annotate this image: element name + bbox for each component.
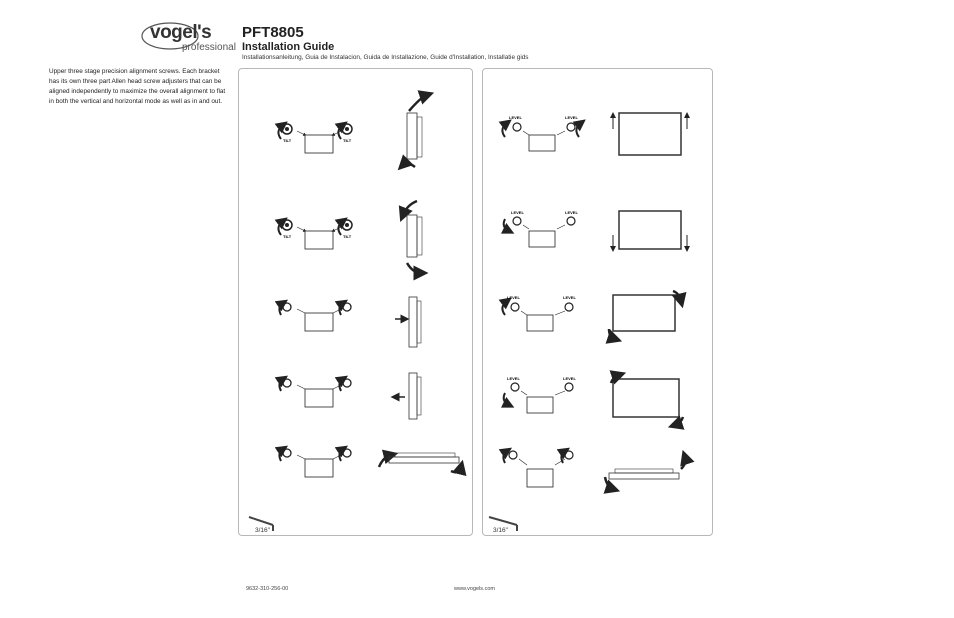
tilt-adjustment-panel xyxy=(238,68,473,536)
description-text: Upper three stage precision alignment screws. Each bracket has its own three part Allen head screw adjusters that can be aligned independently to maximize the overall alignment to flat in both the vertical and horizontal mode as well as in and out. xyxy=(49,68,226,105)
wrench-size-label: 3/16" xyxy=(255,527,270,534)
level-diagrams xyxy=(483,69,714,537)
tilt-row-1 xyxy=(278,95,427,167)
svg-text:LEVEL: LEVEL xyxy=(563,295,576,300)
level-row-1 xyxy=(502,113,687,155)
website-url: www.vogels.com xyxy=(454,586,495,592)
vogels-logo xyxy=(140,20,240,56)
level-row-2 xyxy=(504,210,687,249)
svg-text:LEVEL: LEVEL xyxy=(565,115,578,120)
svg-text:LEVEL: LEVEL xyxy=(565,210,578,215)
svg-text:TILT: TILT xyxy=(343,234,352,239)
product-title: PFT8805 xyxy=(242,24,304,41)
level-adjustment-panel xyxy=(482,68,713,536)
level-row-5 xyxy=(503,451,685,489)
tilt-label: TILT xyxy=(283,138,292,143)
tilt-diagrams xyxy=(239,69,474,537)
tilt-row-3 xyxy=(279,297,421,347)
tilt-row-5 xyxy=(279,449,461,477)
logo-wordmark: vogel's xyxy=(150,22,212,43)
svg-text:LEVEL: LEVEL xyxy=(507,376,520,381)
language-list: Installationsanleitung, Guia de Instalacion, Guida de Installazione, Guide d'Installation, Installatie gids xyxy=(242,54,529,61)
tilt-row-4 xyxy=(279,373,421,419)
level-row-3 xyxy=(502,291,681,339)
svg-text:TILT: TILT xyxy=(343,138,352,143)
guide-subtitle: Installation Guide xyxy=(242,41,335,53)
svg-text:LEVEL: LEVEL xyxy=(511,210,524,215)
svg-text:TILT: TILT xyxy=(283,234,292,239)
logo-subline: professional xyxy=(182,42,236,53)
wrench-size-label: 3/16" xyxy=(493,527,508,534)
svg-text:LEVEL: LEVEL xyxy=(563,376,576,381)
document-code: 9632-310-256-00 xyxy=(246,586,289,592)
level-row-4 xyxy=(504,375,683,425)
tilt-row-2 xyxy=(278,201,422,273)
level-label: LEVEL xyxy=(509,115,522,120)
svg-text:LEVEL: LEVEL xyxy=(507,295,520,300)
